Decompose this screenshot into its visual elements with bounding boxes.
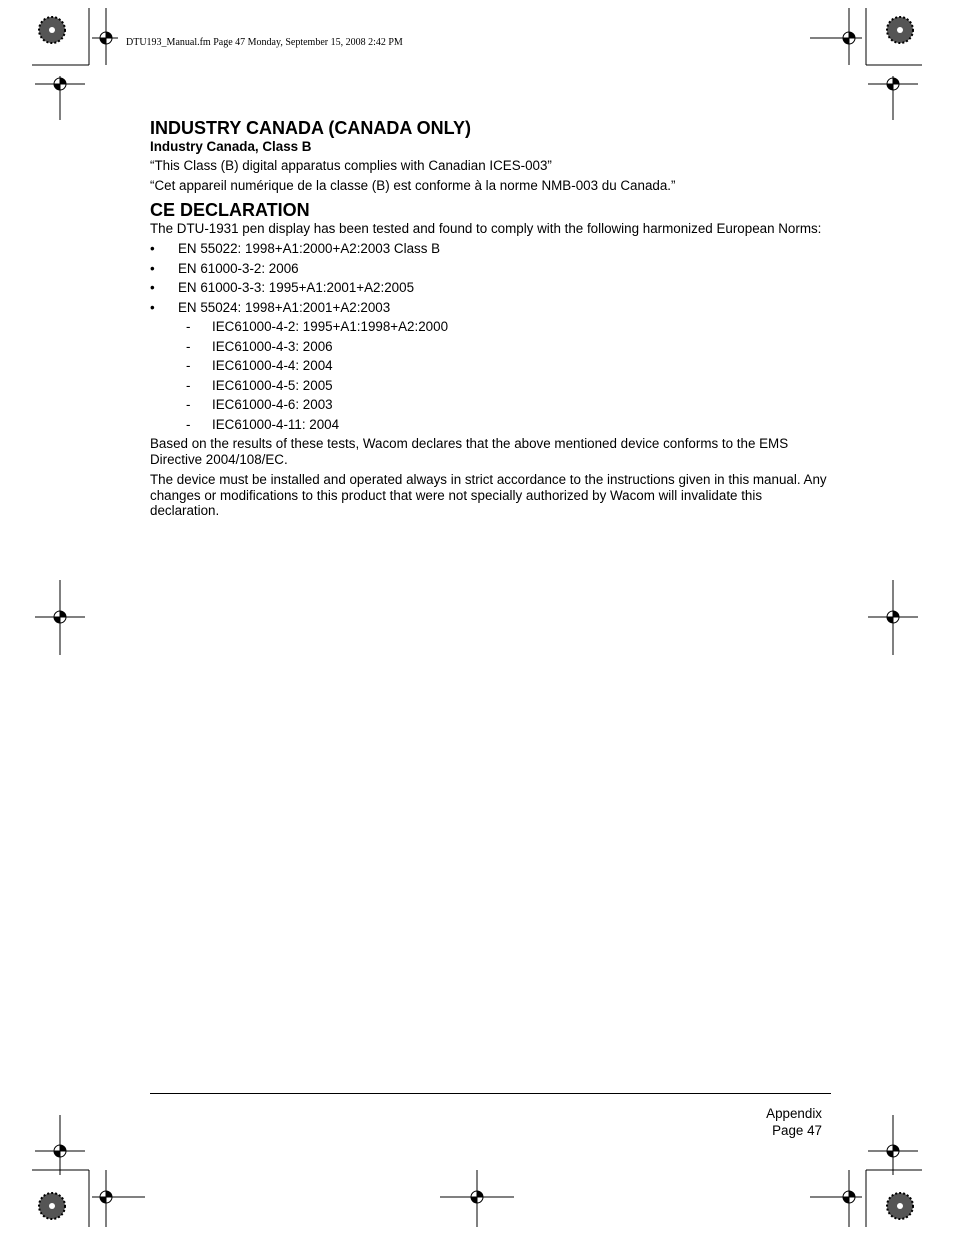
sublist-item	[150, 417, 830, 433]
paragraph-installation-notice: The device must be installed and operated always in strict accordance to the instructions given in this manual. Any changes or modifications to this product that were not specially authorized by Wacom will invalidate this declaration.	[150, 472, 827, 518]
dash-marker: -	[186, 338, 191, 354]
list-item	[150, 261, 830, 277]
sublist-item	[150, 397, 830, 413]
page-footer	[766, 1105, 822, 1139]
paragraph-ce-intro: The DTU-1931 pen display has been tested and found to comply with the following harmonized European Norms:	[150, 220, 822, 236]
sublist-item	[150, 378, 830, 394]
bullet-marker: •	[150, 260, 155, 276]
sublist-item-text: IEC61000-4-4: 2004	[212, 358, 333, 373]
section-heading-ce-declaration: CE DECLARATION	[150, 199, 310, 220]
sublist-item-text: IEC61000-4-3: 2006	[212, 338, 333, 354]
bullet-marker: •	[150, 241, 155, 256]
footer-divider	[150, 1093, 831, 1094]
sublist-item-text: IEC61000-4-2: 1995+A1:1998+A2:2000	[212, 319, 449, 334]
paragraph-ems-directive: Based on the results of these tests, Wacom declares that the above mentioned device conforms to the EMS Directive 2004/108/EC.	[150, 436, 789, 467]
dash-marker: -	[186, 397, 191, 412]
sublist-item-text: IEC61000-4-11: 2004	[212, 416, 340, 432]
dash-marker: -	[186, 319, 191, 334]
bullet-marker: •	[150, 299, 155, 315]
list-item-text: EN 55024: 1998+A1:2001+A2:2003	[178, 299, 391, 315]
paragraph-nmb-003: “Cet appareil numérique de la classe (B) est conforme à la norme NMB-003 du Canada.”	[150, 178, 676, 193]
list-item-text: EN 55022: 1998+A1:2000+A2:2003 Class B	[178, 241, 441, 256]
sublist-item	[150, 319, 830, 335]
footer-page-number: Page 47	[772, 1123, 822, 1138]
sublist-item-text: IEC61000-4-6: 2003	[212, 397, 333, 412]
list-item	[150, 300, 830, 316]
sublist-item-text: IEC61000-4-5: 2005	[212, 377, 333, 393]
list-item-text: EN 61000-3-3: 1995+A1:2001+A2:2005	[178, 280, 415, 295]
paragraph-ices-003: “This Class (B) digital apparatus complies with Canadian ICES-003”	[150, 157, 552, 173]
sublist-item	[150, 358, 830, 374]
dash-marker: -	[186, 358, 191, 373]
section-heading-industry-canada: INDUSTRY CANADA (CANADA ONLY)	[150, 118, 472, 138]
list-item	[150, 280, 830, 296]
dash-marker: -	[186, 416, 191, 432]
subheading-class-b: Industry Canada, Class B	[150, 139, 312, 154]
bullet-marker: •	[150, 280, 155, 295]
sublist-item	[150, 339, 830, 355]
list-item-text: EN 61000-3-2: 2006	[178, 260, 299, 276]
print-slug: DTU193_Manual.fm Page 47 Monday, September 15, 2008 2:42 PM	[126, 37, 403, 48]
page-content	[150, 117, 830, 524]
list-item	[150, 241, 830, 257]
norms-list	[150, 241, 830, 315]
footer-section-label: Appendix	[766, 1106, 822, 1121]
dash-marker: -	[186, 377, 191, 393]
iec-sublist	[150, 319, 830, 432]
